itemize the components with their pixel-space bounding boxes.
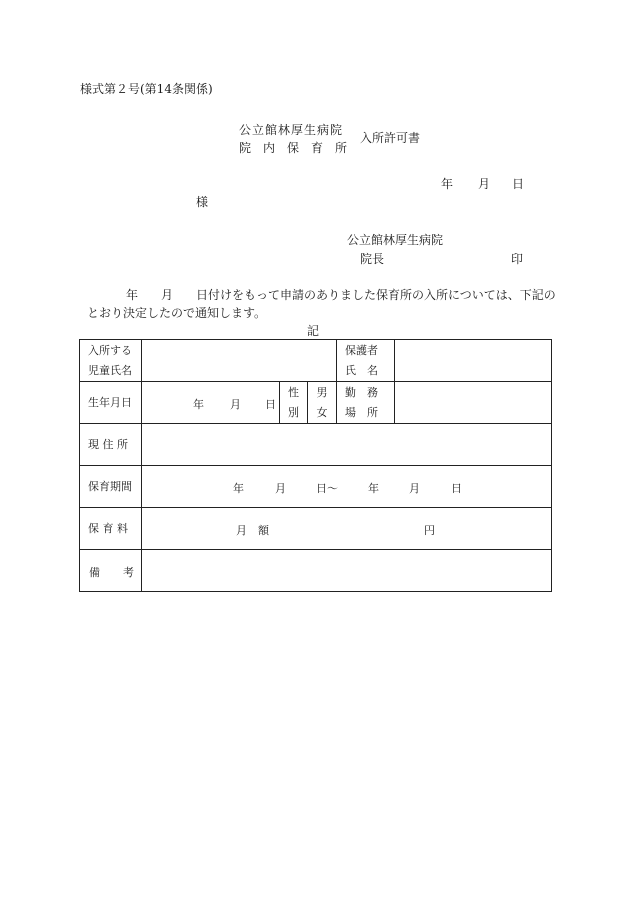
remarks-field[interactable] <box>142 550 552 592</box>
document-name: 入所許可書 <box>360 131 421 145</box>
workplace-label <box>337 382 395 424</box>
row-birthdate <box>80 382 552 424</box>
care-period-field[interactable] <box>142 466 552 508</box>
birthdate-field[interactable] <box>142 382 280 424</box>
date-month: 月 <box>478 177 491 191</box>
issuer-title: 院長 <box>360 252 385 266</box>
child-name-label-line2: 児童氏名 <box>88 363 132 377</box>
period-end-day: 日 <box>451 482 462 495</box>
remarks-label <box>80 550 142 592</box>
row-child-name <box>80 340 552 382</box>
birth-month-unit: 月 <box>230 398 241 411</box>
workplace-field[interactable] <box>395 382 552 424</box>
period-start-day: 日～ <box>316 482 338 495</box>
period-start-month: 月 <box>275 482 286 495</box>
body-month: 月 <box>161 288 174 302</box>
body-year: 年 <box>126 288 139 302</box>
issuer-seal: 印 <box>511 252 524 266</box>
fee-label: 保 育 料 <box>80 508 142 550</box>
birthdate-label: 生年月日 <box>80 382 142 424</box>
remarks-label-char1: 備 <box>89 566 100 579</box>
guardian-label-line1: 保護者 <box>345 343 379 357</box>
recipient-honorific: 様 <box>196 195 209 209</box>
guardian-label-line2: 氏 名 <box>345 363 379 377</box>
sex-label-line2: 別 <box>288 405 299 419</box>
remarks-label-char2: 考 <box>123 566 134 579</box>
child-name-label <box>80 340 142 382</box>
address-field[interactable] <box>142 424 552 466</box>
form-number: 様式第２号(第14条関係) <box>80 82 213 96</box>
row-care-period <box>80 466 552 508</box>
fee-field[interactable] <box>142 508 552 550</box>
child-name-label-line1: 入所する <box>88 343 132 357</box>
child-name-field[interactable] <box>142 340 337 382</box>
period-start-year: 年 <box>233 482 244 495</box>
sex-option-male[interactable]: 男 <box>316 385 328 399</box>
fee-yen-unit: 円 <box>424 524 435 537</box>
title-org-line2: 院 内 保 育 所 <box>239 141 348 155</box>
guardian-label <box>337 340 395 382</box>
row-remarks <box>80 550 552 592</box>
date-day: 日 <box>512 177 525 191</box>
care-period-label: 保育期間 <box>80 466 142 508</box>
birth-year-unit: 年 <box>193 398 204 411</box>
address-label: 現 住 所 <box>80 424 142 466</box>
application-details-table <box>79 339 552 592</box>
row-fee <box>80 508 552 550</box>
body-line2: とおり決定したので通知します。 <box>87 306 267 320</box>
note-heading: 記 <box>307 324 320 338</box>
workplace-label-line2: 場 所 <box>345 405 379 419</box>
body-line1: 日付けをもって申請のありました保育所の入所については、下記の <box>196 288 556 302</box>
issuer-hospital: 公立館林厚生病院 <box>347 233 444 247</box>
workplace-label-line1: 勤 務 <box>345 385 379 399</box>
fee-monthly-label: 月 額 <box>236 524 269 537</box>
title-org-line1: 公立館林厚生病院 <box>239 123 344 137</box>
period-end-month: 月 <box>409 482 420 495</box>
birth-day-unit: 日 <box>265 398 276 411</box>
period-end-year: 年 <box>368 482 379 495</box>
guardian-name-field[interactable] <box>395 340 552 382</box>
date-year: 年 <box>441 177 454 191</box>
row-address <box>80 424 552 466</box>
sex-label-line1: 性 <box>288 385 299 399</box>
sex-label <box>280 382 308 424</box>
sex-option-female[interactable]: 女 <box>316 405 328 419</box>
sex-options[interactable] <box>308 382 337 424</box>
